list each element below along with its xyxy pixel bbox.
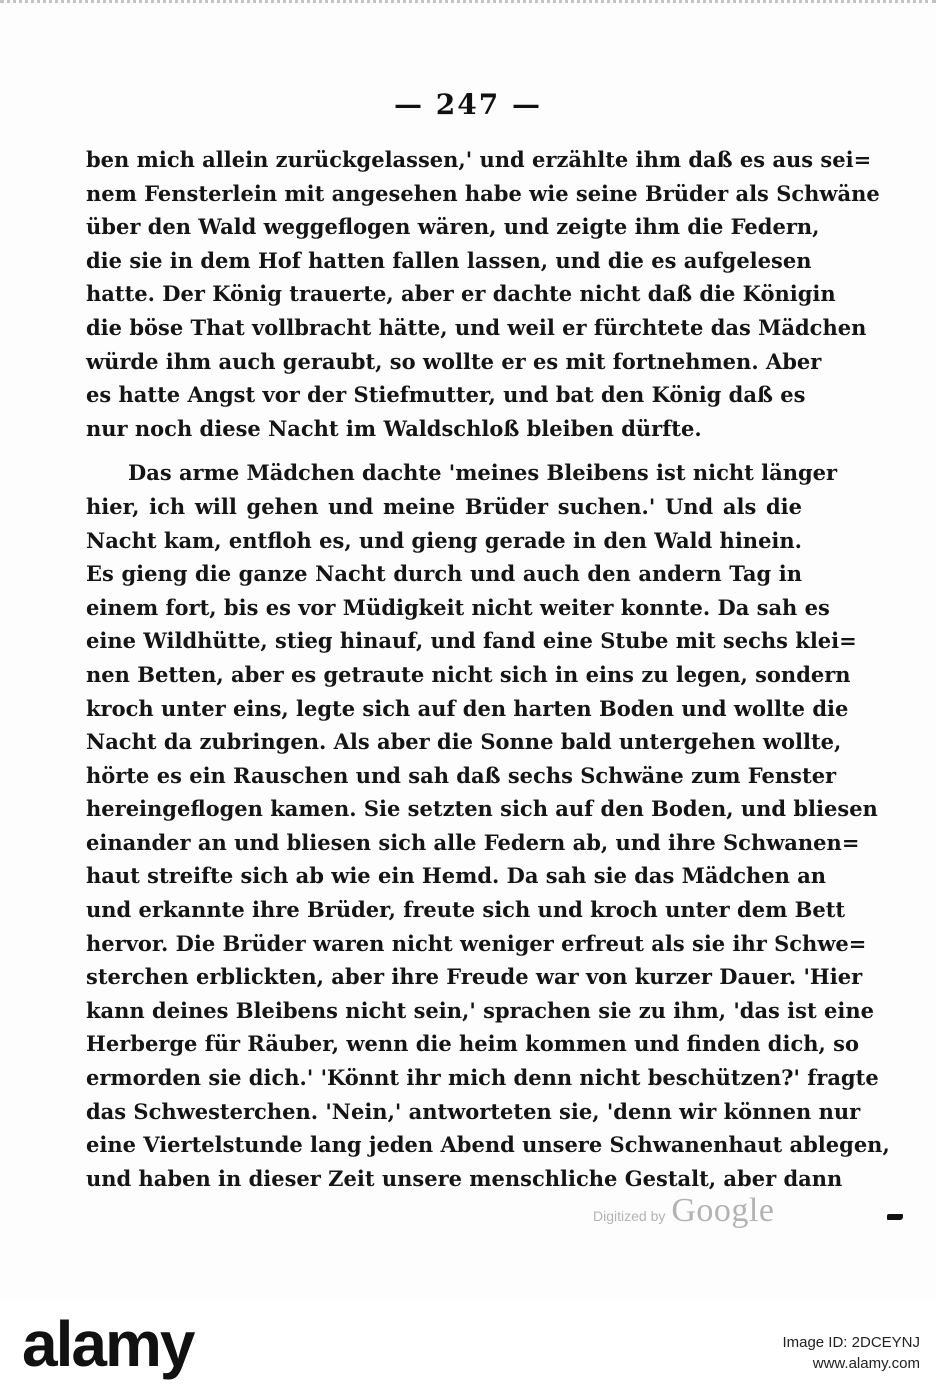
page-number: — 247 —	[394, 88, 542, 121]
stock-site-url: www.alamy.com	[812, 1355, 920, 1372]
text-line: hervor. Die Brüder waren nicht weniger erfreut als sie ihr Schwe=	[86, 930, 867, 956]
text-line: nem Fensterlein mit angesehen habe wie seine Brüder als Schwäne	[86, 180, 880, 206]
watermark-prefix: Digitized by	[593, 1208, 666, 1224]
text-line: hereingeflogen kamen. Sie setzten sich auf den Boden, und bliesen	[86, 796, 878, 822]
image-id: Image ID: 2DCEYNJ	[782, 1334, 920, 1351]
paragraph-1	[86, 143, 880, 445]
text-line: eine Wildhütte, stieg hinauf, und fand eine Stube mit sechs klei=	[86, 628, 857, 654]
text-line: einem fort, bis es vor Müdigkeit nicht weiter konnte. Da sah es	[86, 594, 830, 620]
text-line: würde ihm auch geraubt, so wollte er es mit fortnehmen. Aber	[86, 348, 822, 374]
text-line: ben mich allein zurückgelassen,' und erzählte ihm daß es aus sei=	[86, 147, 872, 172]
text-line: Das arme Mädchen dachte 'meines Bleibens ist nicht länger	[128, 460, 838, 486]
watermark-brand: Google	[671, 1192, 775, 1229]
text-line: eine Viertelstunde lang jeden Abend unsere Schwanenhaut ablegen,	[86, 1132, 890, 1158]
text-line: Nacht da zubringen. Als aber die Sonne bald untergehen wollte,	[86, 729, 842, 755]
text-line: es hatte Angst vor der Stiefmutter, und bat den König daß es	[86, 382, 806, 408]
text-line: die sie in dem Hof hatten fallen lassen, und die es aufgelesen	[86, 247, 812, 273]
digitized-by-google-watermark	[593, 1192, 774, 1230]
text-line: und erkannte ihre Brüder, freute sich und kroch unter dem Bett	[86, 897, 846, 923]
text-line: haut streifte sich ab wie ein Hemd. Da sah sie das Mädchen an	[86, 863, 827, 889]
alamy-logo: alamy	[22, 1308, 194, 1380]
text-line: Es gieng die ganze Nacht durch und auch den andern Tag in	[86, 561, 802, 587]
text-line: hatte. Der König trauerte, aber er dachte nicht daß die Königin	[86, 281, 836, 307]
page-top-edge	[0, 0, 936, 9]
text-line: kann deines Bleibens nicht sein,' sprachen sie zu ihm, 'das ist eine	[86, 997, 874, 1023]
ink-mark-icon	[887, 1214, 903, 1220]
text-line: ermorden sie dich.' 'Könnt ihr mich denn nicht beschützen?' fragte	[86, 1065, 879, 1091]
text-line: das Schwesterchen. 'Nein,' antworteten sie, 'denn wir können nur	[86, 1098, 861, 1124]
paragraph-2	[86, 456, 890, 1195]
text-line: hier, ich will gehen und meine Brüder suchen.' Und als die	[86, 493, 802, 519]
text-line: und haben in dieser Zeit unsere menschliche Gestalt, aber dann	[86, 1165, 843, 1191]
body-text	[86, 143, 890, 1195]
text-line: einander an und bliesen sich alle Federn ab, und ihre Schwanen=	[86, 829, 860, 855]
text-line: die böse That vollbracht hätte, und weil er fürchtete das Mädchen	[86, 314, 867, 340]
stock-photo-info	[782, 1332, 920, 1374]
text-line: Herberge für Räuber, wenn die heim kommen und finden dich, so	[86, 1031, 859, 1057]
stock-photo-footer	[0, 1300, 936, 1390]
text-line: hörte es ein Rauschen und sah daß sechs Schwäne zum Fenster	[86, 762, 837, 788]
text-line: über den Wald weggeflogen wären, und zeigte ihm die Federn,	[86, 214, 820, 240]
text-line: kroch unter eins, legte sich auf den harten Boden und wollte die	[86, 695, 849, 721]
text-line: nur noch diese Nacht im Waldschloß bleiben dürfte.	[86, 415, 702, 441]
text-line: Nacht kam, entfloh es, und gieng gerade in den Wald hinein.	[86, 527, 802, 553]
text-line: nen Betten, aber es getraute nicht sich in eins zu legen, sondern	[86, 661, 851, 687]
text-line: sterchen erblickten, aber ihre Freude war von kurzer Dauer. 'Hier	[86, 964, 863, 990]
